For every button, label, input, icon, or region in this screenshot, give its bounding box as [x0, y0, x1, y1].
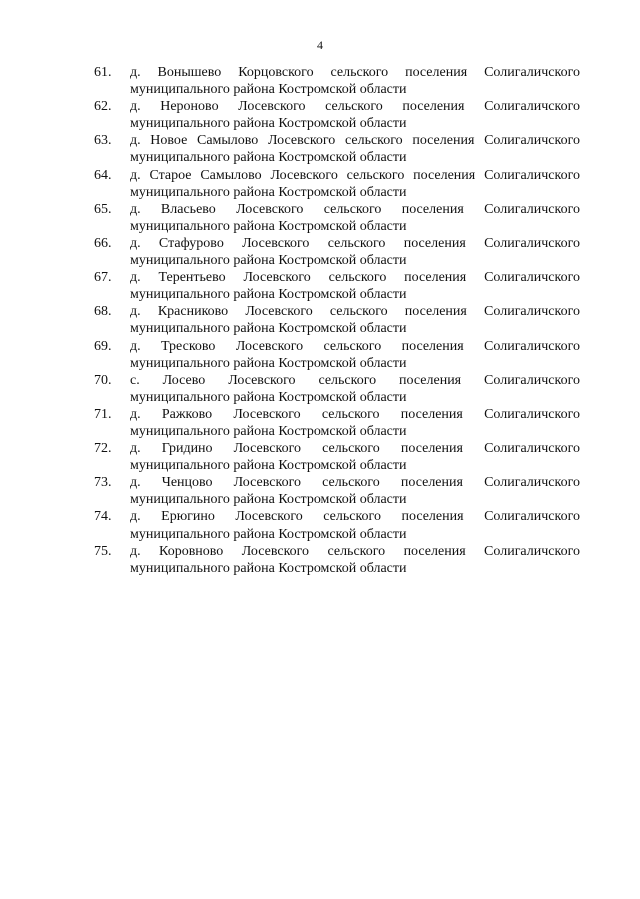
- item-text-line-2: муниципального района Костромской области: [130, 116, 407, 132]
- item-text-line-1: д. Тресково Лосевского сельского поселения Солигаличского: [130, 338, 580, 354]
- item-text-line-2: муниципального района Костромской области: [130, 287, 407, 303]
- item-number: 68.: [94, 304, 112, 320]
- item-number: 66.: [94, 235, 112, 251]
- item-text-line-2: муниципального района Костромской области: [130, 526, 407, 542]
- item-number: 71.: [94, 406, 112, 422]
- list-item: [0, 98, 640, 132]
- list-item: [0, 440, 640, 474]
- item-text-line-1: д. Стафурово Лосевского сельского поселения Солигаличского: [130, 235, 580, 251]
- item-text-line-1: д. Красниково Лосевского сельского поселения Солигаличского: [130, 304, 580, 320]
- list-item: [0, 235, 640, 269]
- item-number: 62.: [94, 99, 112, 115]
- list-item: [0, 474, 640, 508]
- item-text-line-2: муниципального района Костромской области: [130, 423, 407, 439]
- item-text-line-2: муниципального района Костромской области: [130, 82, 407, 98]
- list-item: [0, 303, 640, 337]
- item-number: 74.: [94, 509, 112, 525]
- list-item: [0, 372, 640, 406]
- item-text-line-1: д. Ченцово Лосевского сельского поселения Солигаличского: [130, 475, 580, 491]
- item-text-line-2: муниципального района Костромской области: [130, 492, 407, 508]
- list-item: [0, 64, 640, 98]
- item-text-line-1: д. Ражково Лосевского сельского поселения Солигаличского: [130, 406, 580, 422]
- item-text-line-1: д. Коровново Лосевского сельского поселения Солигаличского: [130, 543, 580, 559]
- item-text-line-2: муниципального района Костромской области: [130, 355, 407, 371]
- item-text-line-2: муниципального района Костромской области: [130, 321, 407, 337]
- item-text-line-2: муниципального района Костромской области: [130, 458, 407, 474]
- item-text-line-1: с. Лосево Лосевского сельского поселения Солигаличского: [130, 372, 580, 388]
- item-number: 65.: [94, 201, 112, 217]
- settlement-list: [0, 64, 640, 577]
- item-text-line-1: д. Старое Самылово Лосевского сельского поселения Солигаличского: [130, 167, 580, 183]
- item-text-line-1: д. Терентьево Лосевского сельского поселения Солигаличского: [130, 270, 580, 286]
- item-number: 70.: [94, 372, 112, 388]
- list-item: [0, 201, 640, 235]
- item-text-line-1: д. Ерюгино Лосевского сельского поселения Солигаличского: [130, 509, 580, 525]
- item-text-line-1: д. Гридино Лосевского сельского поселения Солигаличского: [130, 441, 580, 457]
- list-item: [0, 406, 640, 440]
- list-item: [0, 543, 640, 577]
- item-number: 75.: [94, 543, 112, 559]
- item-number: 72.: [94, 441, 112, 457]
- item-text-line-2: муниципального района Костромской области: [130, 560, 407, 576]
- item-number: 69.: [94, 338, 112, 354]
- list-item: [0, 167, 640, 201]
- item-text-line-1: д. Нероново Лосевского сельского поселения Солигаличского: [130, 99, 580, 115]
- list-item: [0, 508, 640, 542]
- item-number: 63.: [94, 133, 112, 149]
- list-item: [0, 338, 640, 372]
- item-text-line-2: муниципального района Костромской области: [130, 218, 407, 234]
- item-text-line-1: д. Вонышево Корцовского сельского поселения Солигаличского: [130, 65, 580, 80]
- item-text-line-2: муниципального района Костромской области: [130, 150, 407, 166]
- page-number: 4: [317, 38, 323, 52]
- list-item: [0, 269, 640, 303]
- item-number: 64.: [94, 167, 112, 183]
- item-number: 61.: [94, 65, 112, 80]
- item-text-line-2: муниципального района Костромской области: [130, 253, 407, 269]
- item-number: 67.: [94, 270, 112, 286]
- item-text-line-2: муниципального района Костромской области: [130, 389, 407, 405]
- list-item: [0, 132, 640, 166]
- item-text-line-2: муниципального района Костромской области: [130, 184, 407, 200]
- item-text-line-1: д. Власьево Лосевского сельского поселения Солигаличского: [130, 201, 580, 217]
- item-number: 73.: [94, 475, 112, 491]
- item-text-line-1: д. Новое Самылово Лосевского сельского поселения Солигаличского: [130, 133, 580, 149]
